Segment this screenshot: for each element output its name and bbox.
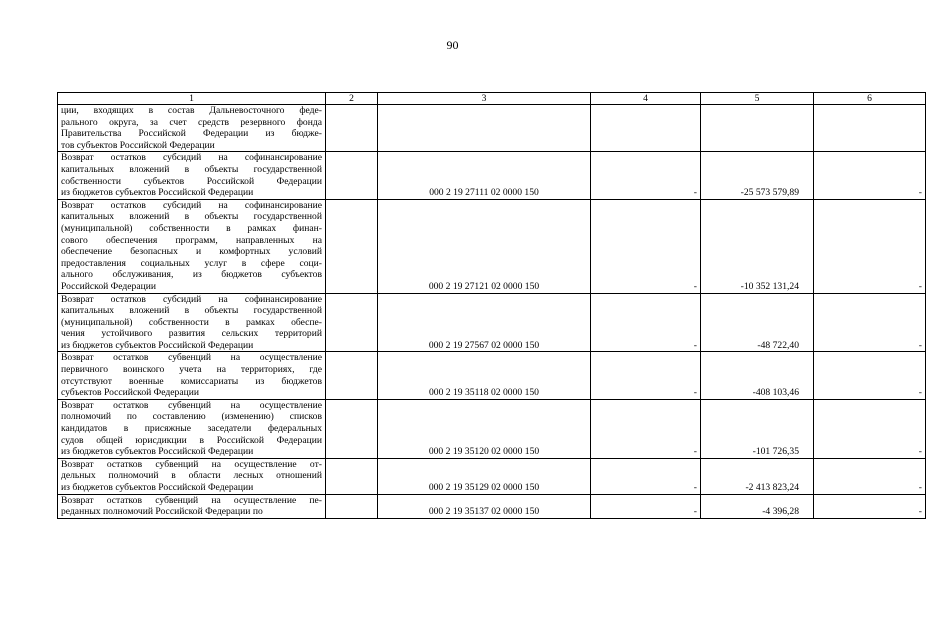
- row-col-4: -: [591, 199, 701, 293]
- amount-value: -10 352 131,24: [701, 199, 814, 293]
- budget-code: 000 2 19 27121 02 0000 150: [378, 199, 591, 293]
- column-header-6: 6: [814, 93, 926, 105]
- row-col-2: [326, 352, 378, 399]
- row-col-2: [326, 494, 378, 518]
- table-row: [58, 458, 926, 494]
- description-line: Возврат остатков субвенций на осуществление: [61, 352, 322, 364]
- description-line: предоставления социальных услуг в сфере соци-: [61, 257, 322, 269]
- row-col-2: [326, 152, 378, 199]
- description-line: полномочий по составлению (изменению) списков: [61, 411, 322, 423]
- table-row: [58, 494, 926, 518]
- row-description: [58, 458, 326, 494]
- row-col-2: [326, 105, 378, 152]
- budget-code: [378, 105, 591, 152]
- row-col-6: -: [814, 352, 926, 399]
- row-col-6: -: [814, 199, 926, 293]
- table-row: [58, 199, 926, 293]
- row-col-4: -: [591, 458, 701, 494]
- description-line: ции, входящих в состав Дальневосточного феде-: [61, 105, 322, 116]
- description-line: Возврат остатков субсидий на софинансирование: [61, 152, 322, 164]
- description-line: из бюджетов субъектов Российской Федерации: [61, 339, 254, 351]
- description-line: дельных полномочий в области лесных отношений: [61, 470, 322, 482]
- table-row: [58, 105, 926, 152]
- amount-value: [701, 105, 814, 152]
- amount-value: -4 396,28: [701, 494, 814, 518]
- row-description: [58, 293, 326, 352]
- table-row: [58, 399, 926, 458]
- description-line: рального округа, за счет средств резервного фонда: [61, 116, 322, 128]
- description-line: капитальных вложений в объекты государственной: [61, 305, 322, 317]
- table-row: [58, 293, 926, 352]
- table-row: [58, 352, 926, 399]
- budget-code: 000 2 19 27111 02 0000 150: [378, 152, 591, 199]
- amount-value: -408 103,46: [701, 352, 814, 399]
- budget-table: [57, 92, 926, 519]
- row-col-4: -: [591, 494, 701, 518]
- description-line: из бюджетов субъектов Российской Федерации: [61, 446, 254, 458]
- description-line: ального обслуживания, из бюджетов субъектов: [61, 269, 322, 281]
- row-col-6: -: [814, 494, 926, 518]
- row-description: [58, 399, 326, 458]
- amount-value: -2 413 823,24: [701, 458, 814, 494]
- row-col-4: -: [591, 352, 701, 399]
- description-line: (муниципальной) собственности в рамках финан-: [61, 222, 322, 234]
- column-header-4: 4: [591, 93, 701, 105]
- description-line: первичного воинского учета на территориях, где: [61, 364, 322, 376]
- description-line: из бюджетов субъектов Российской Федерации: [61, 187, 254, 199]
- description-line: кандидатов в присяжные заседатели федеральных: [61, 423, 322, 435]
- page-number: 90: [446, 38, 459, 52]
- row-description: [58, 199, 326, 293]
- row-col-4: -: [591, 399, 701, 458]
- row-col-6: [814, 105, 926, 152]
- amount-value: -25 573 579,89: [701, 152, 814, 199]
- budget-code: 000 2 19 35137 02 0000 150: [378, 494, 591, 518]
- description-line: чения устойчивого развития сельских территорий: [61, 328, 322, 340]
- header-row: [58, 93, 926, 105]
- budget-code: 000 2 19 35118 02 0000 150: [378, 352, 591, 399]
- description-line: обеспечение безопасных и комфортных условий: [61, 246, 322, 258]
- description-line: (муниципальной) собственности в рамках обеспе-: [61, 316, 322, 328]
- row-col-4: -: [591, 293, 701, 352]
- description-line: Российской Федерации: [61, 280, 156, 292]
- budget-code: 000 2 19 27567 02 0000 150: [378, 293, 591, 352]
- amount-value: -48 722,40: [701, 293, 814, 352]
- row-col-6: -: [814, 293, 926, 352]
- description-line: собственности субъектов Российской Федерации: [61, 175, 322, 187]
- description-line: Правительства Российской Федерации из бюдже-: [61, 128, 322, 140]
- row-description: [58, 105, 326, 152]
- amount-value: -101 726,35: [701, 399, 814, 458]
- description-line: реданных полномочий Российской Федерации по: [61, 506, 263, 518]
- row-col-6: -: [814, 458, 926, 494]
- budget-code: 000 2 19 35120 02 0000 150: [378, 399, 591, 458]
- description-line: из бюджетов субъектов Российской Федерации: [61, 482, 254, 493]
- description-line: Возврат остатков субсидий на софинансирование: [61, 199, 322, 211]
- row-col-2: [326, 399, 378, 458]
- row-col-6: -: [814, 399, 926, 458]
- description-line: сового обеспечения программ, направленных на: [61, 234, 322, 246]
- row-description: [58, 152, 326, 199]
- description-line: Возврат остатков субсидий на софинансирование: [61, 293, 322, 305]
- description-line: судов общей юрисдикции в Российской Федерации: [61, 434, 322, 446]
- row-col-2: [326, 458, 378, 494]
- row-col-4: [591, 105, 701, 152]
- row-col-2: [326, 293, 378, 352]
- row-col-4: -: [591, 152, 701, 199]
- table-row: [58, 152, 926, 199]
- column-header-3: 3: [378, 93, 591, 105]
- description-line: отсутствуют военные комиссариаты из бюджетов: [61, 375, 322, 387]
- row-col-6: -: [814, 152, 926, 199]
- row-description: [58, 352, 326, 399]
- description-line: Возврат остатков субвенций на осуществление: [61, 399, 322, 411]
- description-line: Возврат остатков субвенций на осуществление от-: [61, 458, 322, 470]
- row-description: [58, 494, 326, 518]
- description-line: капитальных вложений в объекты государственной: [61, 163, 322, 175]
- budget-code: 000 2 19 35129 02 0000 150: [378, 458, 591, 494]
- description-line: тов субъектов Российской Федерации: [61, 139, 215, 151]
- description-line: капитальных вложений в объекты государственной: [61, 211, 322, 223]
- description-line: субъектов Российской Федерации: [61, 387, 199, 399]
- column-header-1: 1: [58, 93, 326, 105]
- column-header-2: 2: [326, 93, 378, 105]
- description-line: Возврат остатков субвенций на осуществление пе-: [61, 494, 322, 506]
- row-col-2: [326, 199, 378, 293]
- column-header-5: 5: [701, 93, 814, 105]
